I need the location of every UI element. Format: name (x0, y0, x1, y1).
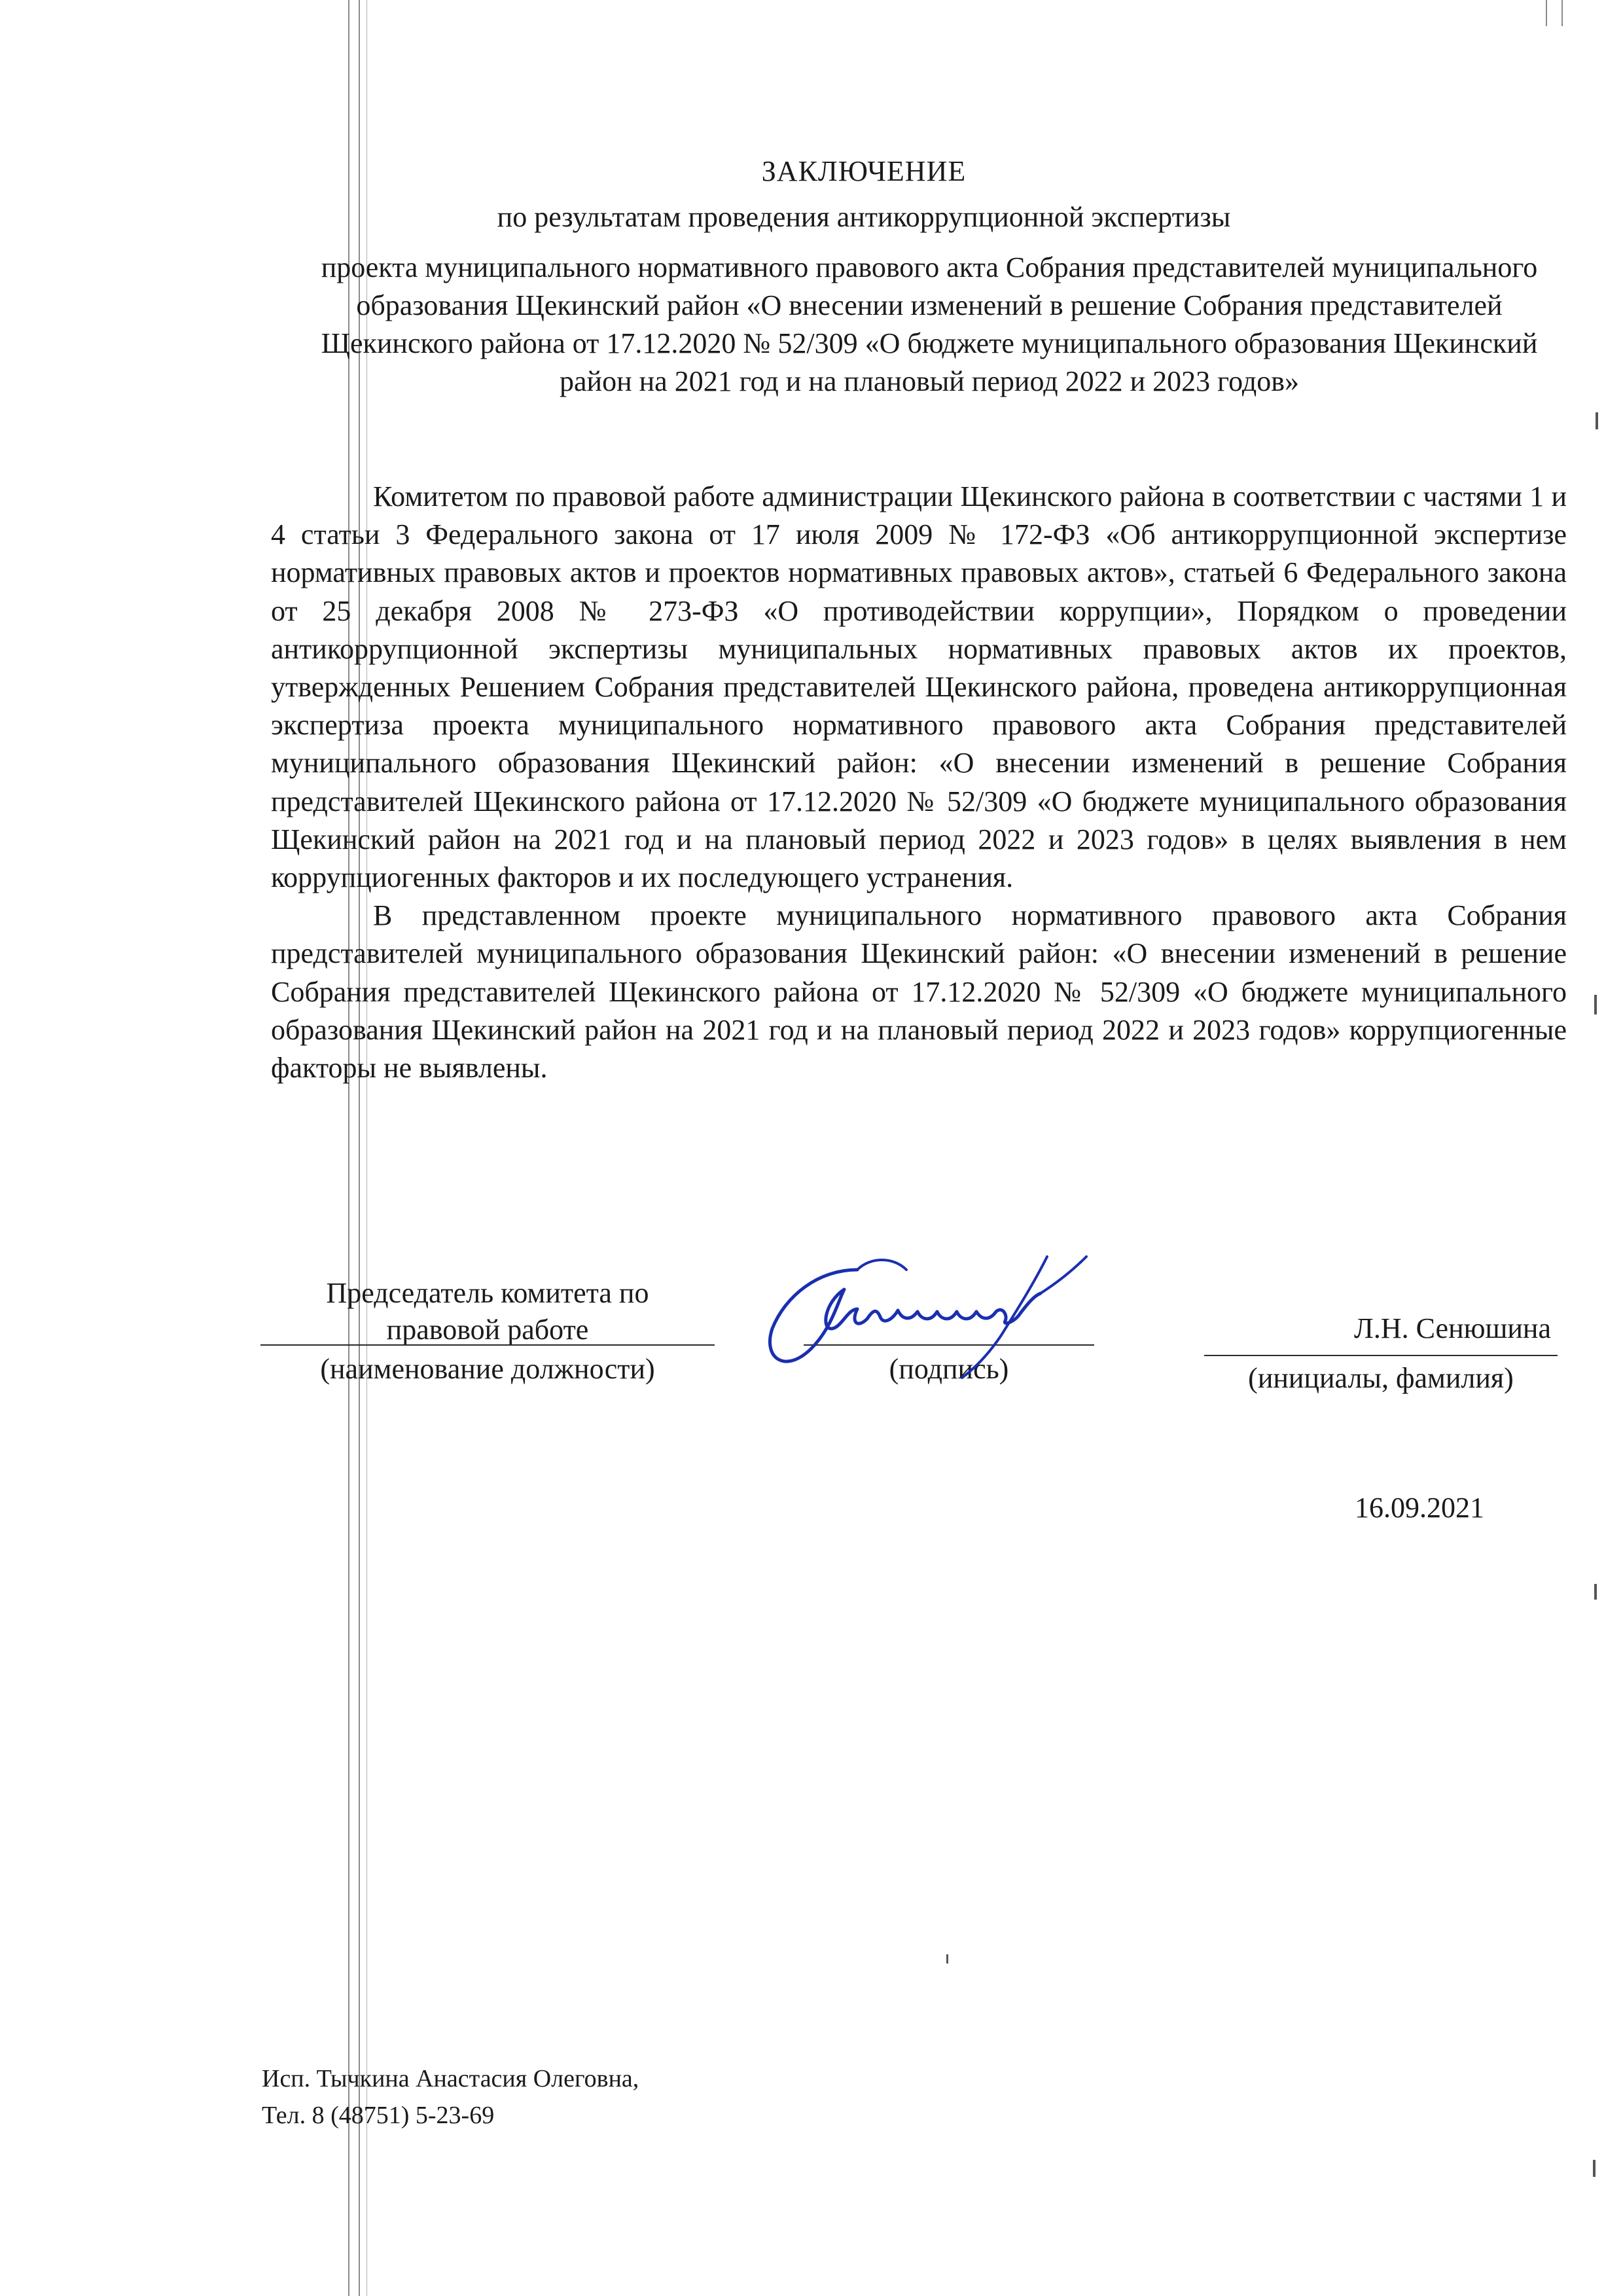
document-date: 16.09.2021 (1355, 1492, 1484, 1524)
scan-speck (946, 1954, 948, 1964)
signer-name: Л.Н. Сенюшина (1354, 1312, 1551, 1344)
document-title: ЗАКЛЮЧЕНИЕ (761, 155, 967, 187)
scan-artifact-line (1561, 0, 1563, 26)
handwritten-signature (759, 1244, 1126, 1394)
paragraph: В представленном проекте муниципального нормативного правового акта Собрания представителей муниципального образования Щекинский район: «О внесении изменений в решение Собрания представителей Щекинского района от 17.12.2020 № 52/309 «О бюджете муниципального образования Щекинский район на 2021 год и на плановый период 2022 и 2023 годов» коррупциогенные факторы не выявлены. (271, 899, 1567, 1085)
document-body (271, 478, 1567, 1087)
document-subtitle: по результатам проведения антикоррупционной экспертизы (497, 201, 1231, 233)
executor-phone: Тел. 8 (48751) 5-23-69 (262, 2102, 495, 2129)
name-underline (1204, 1355, 1558, 1356)
paragraph: Комитетом по правовой работе администрации Щекинского района в соответствии с частями 1 и 4 статьи 3 Федерального закона от 17 июля 2009 № 172-ФЗ «Об антикоррупционной экспертизе нормативных правовых актов и проектов нормативных правовых актов», статьей 6 Федерального закона от 25 декабря 2008 № 273-ФЗ «О противодействии коррупции», Порядком о проведении антикоррупционной экспертизы муниципальных нормативных правовых актов их проектов, утвержденных Решением Собрания представителей Щекинского района, проведена антикоррупционная экспертиза проекта муниципального нормативного правового акта Собрания представителей муниципального образования Щекинский район: «О внесении изменений в решение Собрания представителей Щекинского района от 17.12.2020 № 52/309 «О бюджете муниципального образования Щекинский район на 2021 год и на плановый период 2022 и 2023 годов» в целях выявления в нем коррупциогенных факторов и их последующего устранения. (271, 480, 1567, 894)
position-caption: (наименование должности) (320, 1353, 655, 1385)
executor-name: Исп. Тычкина Анастасия Олеговна, (262, 2065, 639, 2092)
scan-speck (1596, 412, 1598, 429)
position-line: правовой работе (386, 1314, 589, 1346)
scan-speck (1594, 995, 1597, 1014)
name-caption: (инициалы, фамилия) (1248, 1362, 1514, 1394)
scan-speck (1594, 1584, 1597, 1600)
scan-speck (1593, 2160, 1596, 2177)
scan-artifact-line (1546, 0, 1547, 26)
executor-info (262, 2060, 639, 2134)
position-underline (260, 1344, 715, 1346)
signature-caption: (подпись) (889, 1353, 1009, 1385)
position-title (262, 1275, 713, 1348)
document-heading: проекта муниципального нормативного правового акта Собрания представителей муниципального образования Щекинский район «О внесении изменений в решение Собрания представителей Щекинского района от 17.12.2020 № 52/309 «О бюджете муниципального образования Щекинский район на 2021 год и на плановый период 2022 и 2023 годов» (321, 251, 1538, 397)
position-line: Председатель комитета по (326, 1277, 649, 1309)
